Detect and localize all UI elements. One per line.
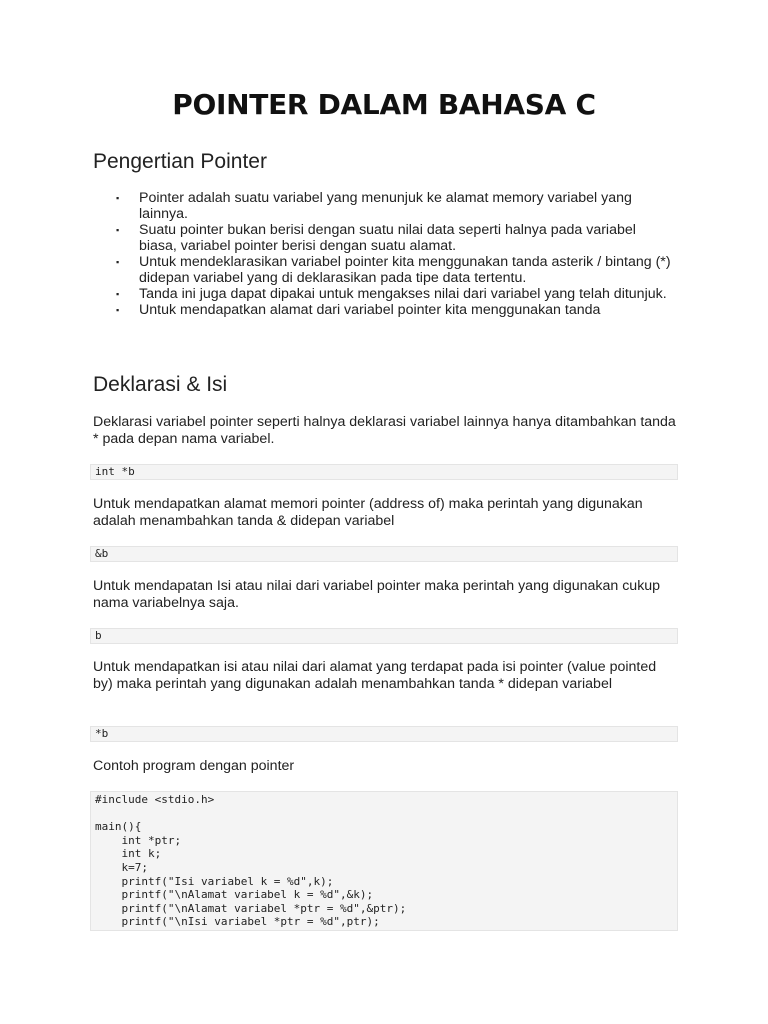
section-heading-deklarasi: Deklarasi & Isi bbox=[93, 373, 228, 396]
page-title: POINTER DALAM BAHASA C bbox=[172, 88, 596, 121]
paragraph-value: Untuk mendapatan Isi atau nilai dari variabel pointer maka perintah yang digunakan cukup nama variabelnya saja. bbox=[93, 578, 661, 611]
bullet-marker-icon: ▪ bbox=[116, 305, 120, 315]
bullet-marker-icon: ▪ bbox=[116, 225, 120, 235]
paragraph-dereference: Untuk mendapatkan isi atau nilai dari alamat yang terdapat pada isi pointer (value pointed by) maka perintah yang digunakan adalah menambahkan tanda * didepan variabel bbox=[93, 659, 657, 692]
list-item bbox=[93, 286, 673, 302]
definition-bullet-list bbox=[93, 190, 673, 318]
list-item-text: Untuk mendapatkan alamat dari variabel pointer kita menggunakan tanda bbox=[139, 302, 601, 318]
list-item-text: Suatu pointer bukan berisi dengan suatu nilai data seperti halnya pada variabel biasa, variabel pointer berisi dengan suatu alamat. bbox=[139, 222, 636, 254]
section-heading-pengertian: Pengertian Pointer bbox=[93, 150, 267, 173]
list-item bbox=[93, 190, 673, 222]
list-item-text: Untuk mendeklarasikan variabel pointer kita menggunakan tanda asterik / bintang (*) didepan variabel yang di deklarasikan pada tipe data tertentu. bbox=[139, 254, 671, 286]
code-block-value: b bbox=[90, 628, 678, 644]
paragraph-example-intro: Contoh program dengan pointer bbox=[93, 758, 295, 774]
list-item bbox=[93, 222, 673, 254]
list-item-text: Pointer adalah suatu variabel yang menunjuk ke alamat memory variabel yang lainnya. bbox=[139, 190, 632, 222]
code-block-address-of: &b bbox=[90, 546, 678, 562]
code-block-declaration: int *b bbox=[90, 464, 678, 480]
list-item-text: Tanda ini juga dapat dipakai untuk mengakses nilai dari variabel yang telah ditunjuk. bbox=[139, 286, 667, 302]
list-item bbox=[93, 254, 673, 286]
paragraph-declaration: Deklarasi variabel pointer seperti halnya deklarasi variabel lainnya hanya ditambahkan tanda * pada depan nama variabel. bbox=[93, 414, 676, 447]
code-block-dereference: *b bbox=[90, 726, 678, 742]
bullet-marker-icon: ▪ bbox=[116, 193, 120, 203]
code-block-example-program: #include <stdio.h> main(){ int *ptr; int k; k=7; printf("Isi variabel k = %d",k); printf("\nAlamat variabel k = %d",&k); printf("\nAlamat variabel *ptr = %d",&ptr); printf("\nIsi variabel *ptr = %d",ptr); bbox=[90, 791, 678, 931]
bullet-marker-icon: ▪ bbox=[116, 257, 120, 267]
paragraph-address-of: Untuk mendapatkan alamat memori pointer (address of) maka perintah yang digunakan adalah menambahkan tanda & didepan variabel bbox=[93, 496, 643, 529]
list-item bbox=[93, 302, 673, 318]
bullet-marker-icon: ▪ bbox=[116, 289, 120, 299]
